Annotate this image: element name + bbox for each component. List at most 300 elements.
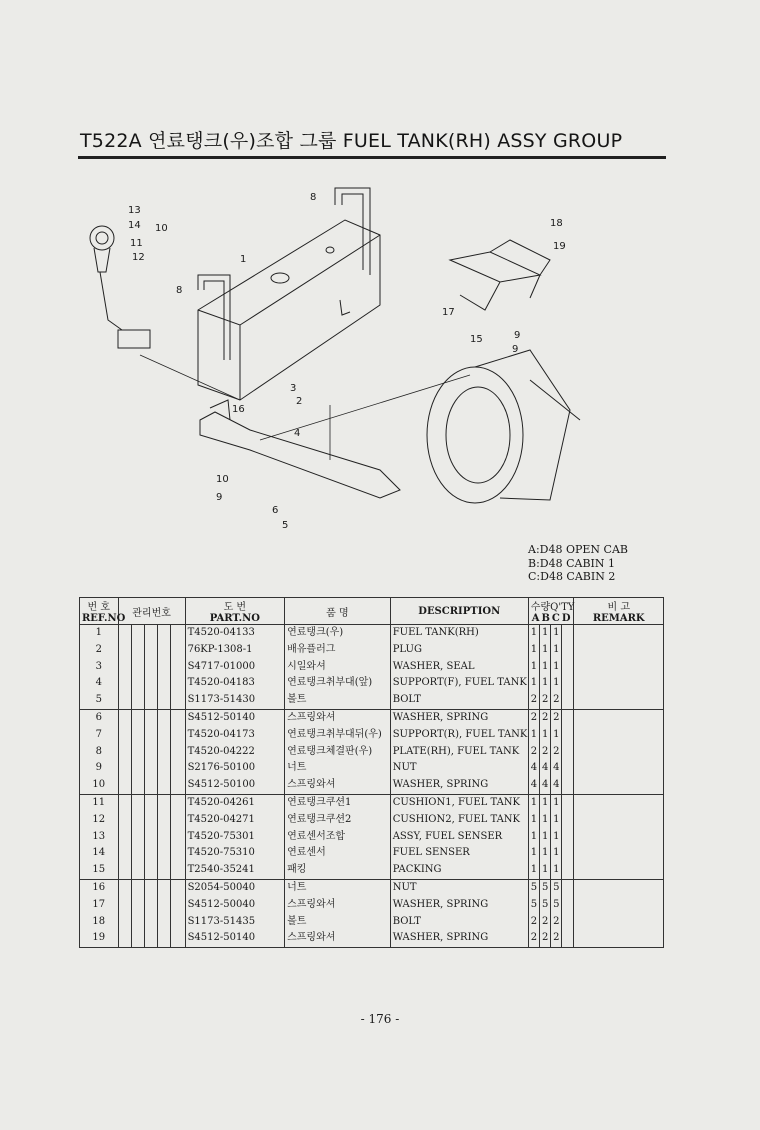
cell-name: 연료탱크쿠션2: [285, 812, 391, 829]
table-row: [80, 675, 664, 692]
cell-empty: [574, 862, 664, 879]
cell-empty: [144, 760, 157, 777]
callout-19: 19: [553, 241, 566, 252]
callout-10a: 9: [514, 330, 521, 341]
cell-empty: [158, 709, 171, 726]
cell-ref: 18: [80, 914, 119, 931]
callout-4: 4: [294, 428, 301, 439]
cell-ref: 16: [80, 879, 119, 896]
cell-desc: CUSHION1, FUEL TANK: [390, 794, 528, 811]
cell-empty: [118, 794, 131, 811]
cell-name: 시일와셔: [285, 659, 391, 676]
cell-desc: CUSHION2, FUEL TANK: [390, 812, 528, 829]
cell-empty: [171, 862, 185, 879]
rear-support-drawing: [450, 240, 550, 310]
cell-empty: [131, 659, 144, 676]
callout-12: 15: [470, 334, 483, 345]
cell-empty: [574, 829, 664, 846]
cell-empty: [574, 897, 664, 914]
cell-empty: [158, 845, 171, 862]
table-row: [80, 727, 664, 744]
cell-empty: [574, 642, 664, 659]
fuel-tank-drawing: [198, 188, 380, 400]
callout-16: 13: [128, 205, 141, 216]
cell-b: 2: [539, 709, 550, 726]
cell-a: 2: [528, 744, 539, 761]
cell-empty: [562, 692, 574, 709]
cell-empty: [574, 760, 664, 777]
cell-empty: [171, 879, 185, 896]
cell-a: 1: [528, 862, 539, 879]
cell-empty: [144, 812, 157, 829]
cell-desc: ASSY, FUEL SENSER: [390, 829, 528, 846]
model-c: C:D48 CABIN 2: [528, 570, 616, 583]
cell-ref: 14: [80, 845, 119, 862]
cell-a: 2: [528, 692, 539, 709]
cell-empty: [118, 930, 131, 947]
cell-part: S4717-01000: [185, 659, 285, 676]
cell-desc: WASHER, SPRING: [390, 930, 528, 947]
cell-desc: BOLT: [390, 692, 528, 709]
cell-b: 2: [539, 744, 550, 761]
cell-empty: [574, 777, 664, 794]
cell-empty: [574, 709, 664, 726]
cell-empty: [562, 642, 574, 659]
cell-c: 2: [551, 914, 562, 931]
cell-empty: [562, 744, 574, 761]
table-row: [80, 845, 664, 862]
cell-empty: [131, 777, 144, 794]
cell-empty: [171, 914, 185, 931]
cell-empty: [158, 777, 171, 794]
cell-empty: [171, 845, 185, 862]
cell-desc: WASHER, SPRING: [390, 897, 528, 914]
cell-part: S4512-50100: [185, 777, 285, 794]
cell-empty: [144, 642, 157, 659]
callout-3: 3: [290, 383, 297, 394]
cell-part: T4520-04173: [185, 727, 285, 744]
cell-empty: [144, 930, 157, 947]
callout-5: 5: [282, 520, 289, 531]
cell-c: 1: [551, 625, 562, 642]
cell-part: T4520-75310: [185, 845, 285, 862]
cell-c: 2: [551, 709, 562, 726]
cell-empty: [171, 625, 185, 642]
cell-ref: 6: [80, 709, 119, 726]
cell-b: 5: [539, 897, 550, 914]
cell-c: 1: [551, 862, 562, 879]
cell-empty: [131, 879, 144, 896]
cell-ref: 1: [80, 625, 119, 642]
table-row: [80, 642, 664, 659]
cell-empty: [118, 862, 131, 879]
cell-empty: [118, 777, 131, 794]
callout-13: 10: [155, 223, 168, 234]
cell-b: 4: [539, 777, 550, 794]
cell-empty: [131, 744, 144, 761]
cell-part: S2176-50100: [185, 760, 285, 777]
cell-empty: [562, 659, 574, 676]
page-title: T522A 연료탱크(우)조합 그룹 FUEL TANK(RH) ASSY GROUP: [80, 130, 623, 152]
cell-empty: [562, 812, 574, 829]
cell-empty: [562, 625, 574, 642]
cell-empty: [131, 862, 144, 879]
cell-empty: [131, 914, 144, 931]
cell-empty: [158, 897, 171, 914]
cell-empty: [171, 642, 185, 659]
callout-9a: 9: [512, 344, 519, 355]
cell-empty: [171, 930, 185, 947]
cell-ref: 3: [80, 659, 119, 676]
cell-empty: [574, 675, 664, 692]
cell-empty: [158, 659, 171, 676]
cell-empty: [131, 812, 144, 829]
cell-a: 5: [528, 897, 539, 914]
cell-b: 1: [539, 862, 550, 879]
cell-b: 1: [539, 845, 550, 862]
cell-desc: FUEL TANK(RH): [390, 625, 528, 642]
cell-empty: [158, 744, 171, 761]
cell-name: 패킹: [285, 862, 391, 879]
cell-empty: [144, 897, 157, 914]
table-row: [80, 794, 664, 811]
cell-empty: [158, 829, 171, 846]
cell-empty: [171, 727, 185, 744]
callout-15: 12: [132, 252, 145, 263]
table-row: [80, 812, 664, 829]
cell-empty: [171, 777, 185, 794]
callout-8a: 8: [310, 192, 317, 203]
model-b: B:D48 CABIN 1: [528, 556, 616, 570]
cell-empty: [171, 829, 185, 846]
cell-empty: [158, 879, 171, 896]
cell-c: 1: [551, 812, 562, 829]
cell-a: 1: [528, 812, 539, 829]
cell-c: 4: [551, 777, 562, 794]
cell-empty: [158, 930, 171, 947]
table-row: [80, 914, 664, 931]
cell-empty: [118, 659, 131, 676]
title-rule: [78, 156, 666, 159]
cell-desc: PLUG: [390, 642, 528, 659]
cell-empty: [118, 879, 131, 896]
cell-empty: [131, 727, 144, 744]
model-legend: [528, 543, 628, 584]
cell-desc: NUT: [390, 760, 528, 777]
cell-empty: [131, 675, 144, 692]
cell-empty: [574, 744, 664, 761]
cell-empty: [131, 897, 144, 914]
cell-a: 2: [528, 914, 539, 931]
cell-c: 4: [551, 760, 562, 777]
cell-a: 1: [528, 829, 539, 846]
cell-empty: [562, 709, 574, 726]
cell-desc: SUPPORT(F), FUEL TANK: [390, 675, 528, 692]
cell-b: 1: [539, 642, 550, 659]
cell-name: 연료탱크(우): [285, 625, 391, 642]
ref-header: 번 호 REF.NO: [80, 598, 119, 625]
qty-header: 수량Q'TY A B C D: [528, 598, 574, 625]
cell-part: S4512-50140: [185, 709, 285, 726]
cell-empty: [574, 879, 664, 896]
cell-empty: [562, 829, 574, 846]
cell-ref: 2: [80, 642, 119, 659]
cell-desc: NUT: [390, 879, 528, 896]
cell-empty: [144, 879, 157, 896]
cell-empty: [562, 897, 574, 914]
cell-a: 1: [528, 642, 539, 659]
cell-a: 2: [528, 709, 539, 726]
cell-empty: [171, 709, 185, 726]
cell-ref: 5: [80, 692, 119, 709]
callout-18: 18: [550, 218, 563, 229]
cell-empty: [574, 727, 664, 744]
cell-empty: [144, 777, 157, 794]
exploded-diagram: [80, 180, 600, 540]
cell-empty: [158, 727, 171, 744]
cell-c: 5: [551, 879, 562, 896]
cell-c: 1: [551, 727, 562, 744]
cell-a: 1: [528, 845, 539, 862]
cell-empty: [574, 692, 664, 709]
cell-empty: [171, 760, 185, 777]
cell-name: 볼트: [285, 692, 391, 709]
cell-empty: [131, 642, 144, 659]
table-row: [80, 692, 664, 709]
cell-b: 2: [539, 692, 550, 709]
cell-part: T4520-04222: [185, 744, 285, 761]
cell-ref: 11: [80, 794, 119, 811]
cell-part: T4520-04183: [185, 675, 285, 692]
cell-empty: [131, 625, 144, 642]
cell-ref: 17: [80, 897, 119, 914]
cell-empty: [144, 744, 157, 761]
table-row: [80, 862, 664, 879]
cell-empty: [144, 914, 157, 931]
cell-desc: WASHER, SPRING: [390, 777, 528, 794]
cell-name: 연료탱크취부대뒤(우): [285, 727, 391, 744]
cell-ref: 4: [80, 675, 119, 692]
callout-17: 14: [128, 220, 141, 231]
cell-empty: [171, 675, 185, 692]
cell-desc: BOLT: [390, 914, 528, 931]
cell-name: 볼트: [285, 914, 391, 931]
cell-b: 1: [539, 659, 550, 676]
cell-empty: [158, 675, 171, 692]
callout-14: 11: [130, 238, 143, 249]
cell-part: T2540-35241: [185, 862, 285, 879]
cell-desc: PLATE(RH), FUEL TANK: [390, 744, 528, 761]
cell-name: 연료탱크취부대(앞): [285, 675, 391, 692]
mgmt-header: 관리번호: [118, 598, 185, 625]
cell-empty: [131, 930, 144, 947]
cell-name: 연료탱크체결판(우): [285, 744, 391, 761]
cell-empty: [118, 760, 131, 777]
cell-empty: [118, 625, 131, 642]
cell-empty: [158, 914, 171, 931]
cell-part: T4520-75301: [185, 829, 285, 846]
cell-empty: [144, 829, 157, 846]
cell-part: T4520-04133: [185, 625, 285, 642]
cell-c: 2: [551, 692, 562, 709]
cell-name: 연료센서조합: [285, 829, 391, 846]
table-row: [80, 625, 664, 642]
cell-empty: [574, 812, 664, 829]
cell-b: 1: [539, 812, 550, 829]
cell-ref: 13: [80, 829, 119, 846]
housing-drawing: [427, 350, 580, 503]
cell-b: 1: [539, 829, 550, 846]
callout-2: 2: [296, 396, 303, 407]
cell-desc: FUEL SENSER: [390, 845, 528, 862]
cell-a: 1: [528, 675, 539, 692]
callout-1: 1: [240, 254, 247, 265]
front-support-drawing: [200, 400, 400, 498]
cell-c: 1: [551, 845, 562, 862]
cell-empty: [158, 862, 171, 879]
cell-name: 스프링와셔: [285, 897, 391, 914]
cell-a: 1: [528, 727, 539, 744]
cell-b: 2: [539, 930, 550, 947]
cell-empty: [118, 829, 131, 846]
cell-c: 5: [551, 897, 562, 914]
cell-a: 5: [528, 879, 539, 896]
cell-b: 1: [539, 675, 550, 692]
cell-empty: [118, 897, 131, 914]
cell-empty: [562, 760, 574, 777]
callout-11: 16: [232, 404, 245, 415]
remark-header: 비 고 REMARK: [574, 598, 664, 625]
cell-b: 1: [539, 625, 550, 642]
cell-name: 너트: [285, 760, 391, 777]
callout-9b: 9: [216, 492, 223, 503]
cell-empty: [118, 845, 131, 862]
cell-empty: [171, 897, 185, 914]
parts-table: [79, 597, 664, 948]
cell-empty: [131, 829, 144, 846]
table-row: [80, 930, 664, 947]
cell-empty: [158, 642, 171, 659]
cell-empty: [144, 845, 157, 862]
cell-empty: [118, 914, 131, 931]
cell-part: S1173-51430: [185, 692, 285, 709]
cell-a: 1: [528, 794, 539, 811]
cell-empty: [171, 744, 185, 761]
cell-empty: [118, 744, 131, 761]
cell-part: S4512-50140: [185, 930, 285, 947]
cell-empty: [144, 727, 157, 744]
table-row: [80, 879, 664, 896]
cell-empty: [574, 659, 664, 676]
cell-empty: [562, 727, 574, 744]
cell-empty: [158, 812, 171, 829]
cell-name: 너트: [285, 879, 391, 896]
cell-empty: [144, 794, 157, 811]
cell-empty: [144, 625, 157, 642]
table-row: [80, 744, 664, 761]
cell-part: S4512-50040: [185, 897, 285, 914]
cell-empty: [574, 794, 664, 811]
cell-empty: [171, 692, 185, 709]
table-row: [80, 829, 664, 846]
cell-part: T4520-04261: [185, 794, 285, 811]
cell-ref: 8: [80, 744, 119, 761]
cell-empty: [131, 692, 144, 709]
desc-header: DESCRIPTION: [390, 598, 528, 625]
cell-empty: [171, 659, 185, 676]
cell-desc: PACKING: [390, 862, 528, 879]
cell-empty: [562, 845, 574, 862]
cell-empty: [144, 709, 157, 726]
model-a: A:D48 OPEN CAB: [528, 543, 628, 556]
table-row: [80, 897, 664, 914]
cell-ref: 19: [80, 930, 119, 947]
cell-ref: 7: [80, 727, 119, 744]
cell-a: 4: [528, 777, 539, 794]
cell-desc: WASHER, SPRING: [390, 709, 528, 726]
cell-part: 76KP-1308-1: [185, 642, 285, 659]
callout-6: 6: [272, 505, 279, 516]
cell-empty: [171, 812, 185, 829]
cell-empty: [131, 794, 144, 811]
cell-ref: 10: [80, 777, 119, 794]
cell-desc: SUPPORT(R), FUEL TANK: [390, 727, 528, 744]
callout-7: 17: [442, 307, 455, 318]
cell-empty: [118, 675, 131, 692]
cell-b: 5: [539, 879, 550, 896]
page-number: - 176 -: [360, 1012, 400, 1026]
table-row: [80, 659, 664, 676]
cell-b: 2: [539, 914, 550, 931]
cell-empty: [131, 760, 144, 777]
cell-name: 스프링와셔: [285, 709, 391, 726]
cell-b: 1: [539, 794, 550, 811]
cell-ref: 12: [80, 812, 119, 829]
cell-a: 2: [528, 930, 539, 947]
cell-empty: [562, 675, 574, 692]
cell-c: 1: [551, 675, 562, 692]
cell-empty: [118, 727, 131, 744]
cell-empty: [144, 862, 157, 879]
cell-empty: [144, 659, 157, 676]
cell-part: T4520-04271: [185, 812, 285, 829]
cell-empty: [171, 794, 185, 811]
table-row: [80, 777, 664, 794]
cell-empty: [562, 930, 574, 947]
cell-part: S1173-51435: [185, 914, 285, 931]
name-header: 품 명: [285, 598, 391, 625]
cell-a: 1: [528, 659, 539, 676]
cell-empty: [131, 845, 144, 862]
cell-empty: [118, 692, 131, 709]
cell-empty: [562, 794, 574, 811]
cell-c: 2: [551, 744, 562, 761]
cell-name: 연료탱크쿠션1: [285, 794, 391, 811]
cell-c: 2: [551, 930, 562, 947]
table-row: [80, 760, 664, 777]
cell-empty: [574, 845, 664, 862]
cell-a: 4: [528, 760, 539, 777]
cell-empty: [562, 879, 574, 896]
cell-empty: [118, 642, 131, 659]
cell-part: S2054-50040: [185, 879, 285, 896]
cell-ref: 15: [80, 862, 119, 879]
callout-10b: 10: [216, 474, 229, 485]
cell-empty: [574, 914, 664, 931]
cell-empty: [158, 760, 171, 777]
cell-empty: [144, 692, 157, 709]
cell-empty: [144, 675, 157, 692]
